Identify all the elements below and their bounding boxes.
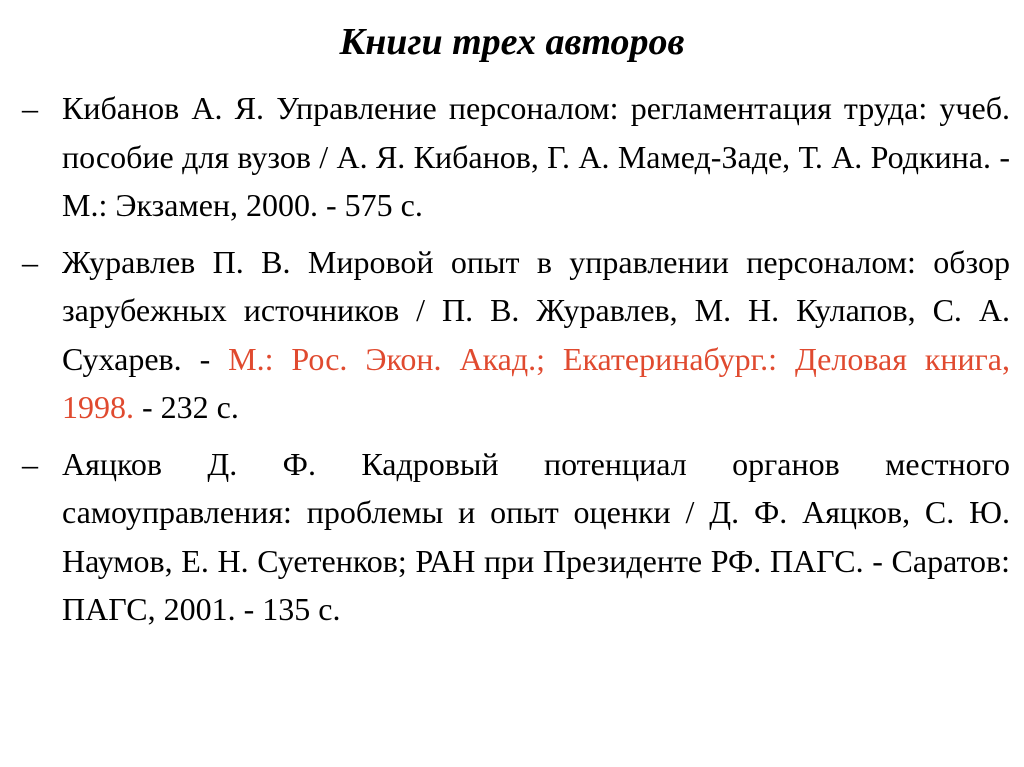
bullet-dash: –: [22, 445, 38, 482]
entry-text: Аяцков Д. Ф. Кадровый потенциал органов местного самоуправления: проблемы и опыт оценки / Д. Ф. Аяцков, С. Ю. Наумов, Е. Н. Суетенков; РАН при Президенте РФ. ПАГС. - Саратов: ПАГС, 2001. - 135 с.: [62, 445, 1010, 627]
entry-text: Журавлев П. В. Мировой опыт в управлении персоналом: обзор зарубежных источников / П. В. Журавлев, М. Н. Кулапов, С. А. Сухарев. -: [62, 243, 1010, 377]
bullet-dash: –: [22, 243, 38, 280]
entry-text: Кибанов А. Я. Управление персоналом: регламентация труда: учеб. пособие для вузов / А. Я. Кибанов, Г. А. Мамед-Заде, Т. А. Родкина. - М.: Экзамен, 2000. - 575 с.: [62, 90, 1010, 223]
bullet-dash: –: [22, 90, 38, 126]
bibliography-entry-2: [22, 238, 1010, 432]
bibliography-entry-1: [22, 84, 1010, 230]
slide-title: Книги трех авторов: [339, 21, 685, 63]
entry-highlight: М.: Рос. Экон. Акад.; Екатеринабург.: Деловая книга, 1998.: [62, 340, 1011, 425]
bibliography-entry-3: [22, 440, 1010, 634]
entry-text-after: - 232 с.: [134, 389, 239, 425]
bibliography-list: [22, 84, 1010, 642]
